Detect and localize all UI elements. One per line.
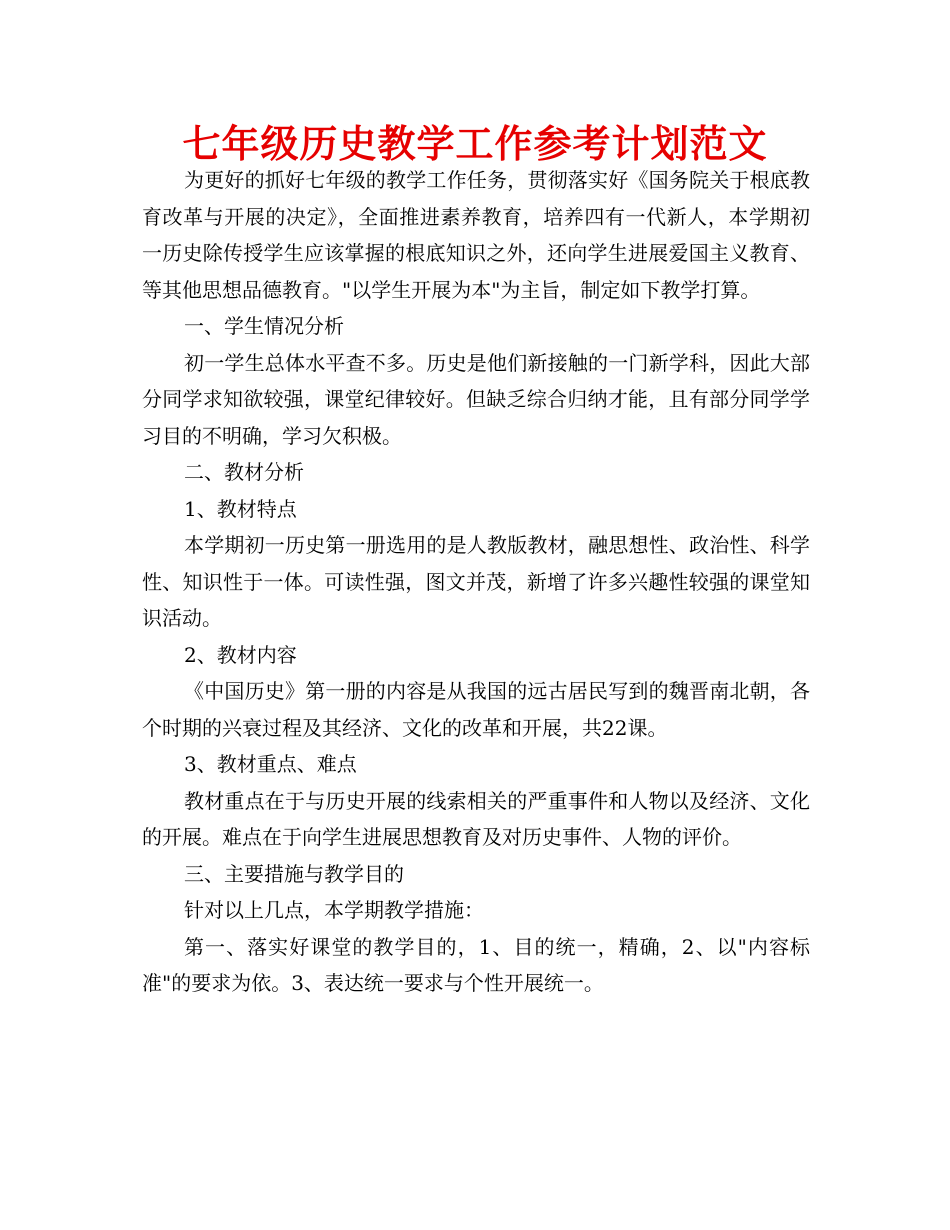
paragraph-key-points: 教材重点在于与历史开展的线索相关的严重事件和人物以及经济、文化的开展。难点在于向学生进展思想教育及对历史事件、人物的评价。 (142, 788, 810, 849)
subheading-textbook-content: 2、教材内容 (184, 642, 297, 667)
paragraph-student-analysis: 初一学生总体水平查不多。历史是他们新接触的一门新学科，因此大部分同学求知欲较强，课堂纪律较好。但缺乏综合归纳才能，且有部分同学学习目的不明确，学习欠积极。 (142, 350, 810, 448)
paragraph-textbook-content: 《中国历史》第一册的内容是从我国的远古居民写到的魏晋南北朝，各个时期的兴衰过程及其经济、文化的改革和开展，共22课。 (142, 679, 810, 740)
paragraph-textbook-features: 本学期初一历史第一册选用的是人教版教材，融思想性、政治性、科学性、知识性于一体。可读性强，图文并茂，新增了许多兴趣性较强的课堂知识活动。 (142, 533, 810, 630)
subheading-textbook-features: 1、教材特点 (184, 496, 297, 521)
heading-textbook-analysis: 二、教材分析 (184, 460, 304, 484)
heading-student-analysis: 一、学生情况分析 (184, 314, 344, 338)
document-body (142, 162, 810, 1002)
paragraph-measure-one: 第一、落实好课堂的教学目的，1、目的统一，精确，2、以"内容标准"的要求为依。3、表达统一要求与个性开展统一。 (142, 934, 810, 995)
subheading-key-points: 3、教材重点、难点 (184, 752, 357, 776)
paragraph-intro: 为更好的抓好七年级的教学工作任务，贯彻落实好《国务院关于根底教育改革与开展的决定》，全面推进素养教育，培养四有一代新人，本学期初一历史除传授学生应该掌握的根底知识之外，还向学生进展爱国主义教育、等其他思想品德教育。"以学生开展为本"为主旨，制定如下教学打算。 (142, 168, 810, 302)
paragraph-measures-intro: 针对以上几点，本学期教学措施： (184, 898, 484, 922)
document-title: 七年级历史教学工作参考计划范文 (182, 122, 768, 166)
heading-measures: 三、主要措施与教学目的 (184, 861, 404, 886)
